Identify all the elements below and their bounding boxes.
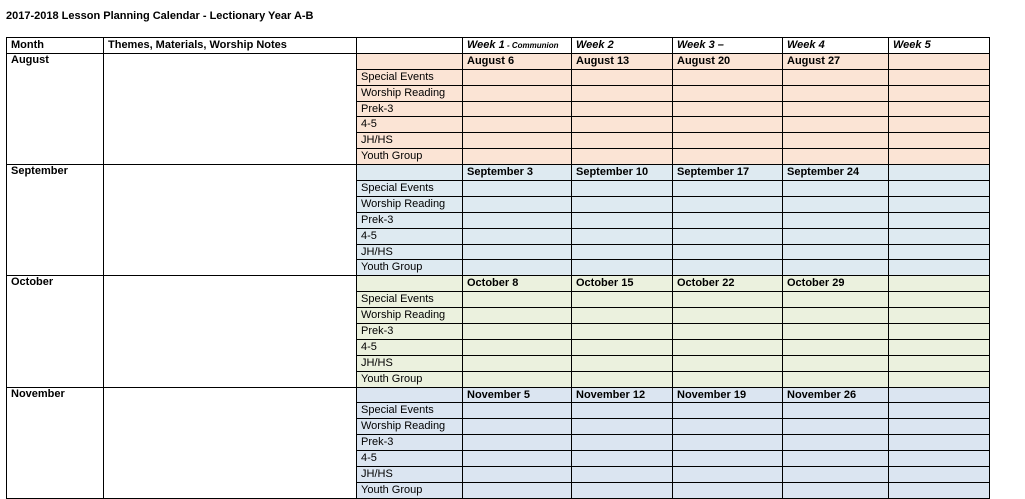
- row-label: 4-5: [357, 451, 463, 467]
- plan-cell[interactable]: [673, 435, 783, 451]
- plan-cell[interactable]: [783, 260, 889, 276]
- row-label: JH/HS: [357, 355, 463, 371]
- plan-cell[interactable]: [673, 149, 783, 165]
- plan-cell[interactable]: [889, 339, 990, 355]
- month-name: September: [7, 165, 104, 276]
- plan-cell[interactable]: [463, 308, 572, 324]
- plan-cell[interactable]: [673, 101, 783, 117]
- plan-cell[interactable]: [673, 212, 783, 228]
- week-date-cell: November 26: [783, 387, 889, 403]
- week-1-note: - Communion: [504, 40, 559, 50]
- plan-cell[interactable]: [572, 260, 673, 276]
- plan-cell[interactable]: [889, 292, 990, 308]
- plan-cell[interactable]: [572, 244, 673, 260]
- plan-cell[interactable]: [783, 85, 889, 101]
- plan-cell[interactable]: [889, 371, 990, 387]
- plan-cell[interactable]: [783, 149, 889, 165]
- plan-cell[interactable]: [673, 85, 783, 101]
- week-date-cell: November 12: [572, 387, 673, 403]
- plan-cell[interactable]: [673, 482, 783, 498]
- row-label: 4-5: [357, 228, 463, 244]
- plan-cell[interactable]: [673, 292, 783, 308]
- plan-cell[interactable]: [572, 196, 673, 212]
- calendar-table: [6, 37, 990, 499]
- plan-cell[interactable]: [889, 212, 990, 228]
- themes-notes-cell[interactable]: [104, 387, 357, 498]
- plan-cell[interactable]: [673, 339, 783, 355]
- plan-cell[interactable]: [673, 371, 783, 387]
- plan-cell[interactable]: [783, 339, 889, 355]
- plan-cell[interactable]: [889, 69, 990, 85]
- week-date-cell: October 22: [673, 276, 783, 292]
- plan-cell[interactable]: [463, 149, 572, 165]
- plan-cell[interactable]: [783, 101, 889, 117]
- plan-cell[interactable]: [889, 451, 990, 467]
- themes-notes-cell[interactable]: [104, 53, 357, 164]
- plan-cell[interactable]: [463, 133, 572, 149]
- plan-cell[interactable]: [572, 419, 673, 435]
- plan-cell[interactable]: [783, 228, 889, 244]
- header-week-1: [463, 38, 572, 54]
- row-label: Special Events: [357, 181, 463, 197]
- week-date-cell: October 15: [572, 276, 673, 292]
- plan-cell[interactable]: [783, 403, 889, 419]
- page-title: 2017-2018 Lesson Planning Calendar - Lectionary Year A-B: [6, 10, 314, 22]
- plan-cell[interactable]: [889, 149, 990, 165]
- row-label: 4-5: [357, 117, 463, 133]
- plan-cell[interactable]: [463, 85, 572, 101]
- header-week-5: [889, 38, 990, 54]
- plan-cell[interactable]: [572, 85, 673, 101]
- plan-cell[interactable]: [783, 212, 889, 228]
- plan-cell[interactable]: [463, 467, 572, 483]
- plan-cell[interactable]: [463, 69, 572, 85]
- row-label: Special Events: [357, 403, 463, 419]
- plan-cell[interactable]: [889, 435, 990, 451]
- week-date-cell: [889, 276, 990, 292]
- row-label: Youth Group: [357, 149, 463, 165]
- plan-cell[interactable]: [783, 308, 889, 324]
- plan-cell[interactable]: [463, 324, 572, 340]
- week-date-cell: [889, 53, 990, 69]
- november-dates-row: [7, 387, 990, 403]
- plan-cell[interactable]: [889, 101, 990, 117]
- label-cell: [357, 165, 463, 181]
- week-date-cell: August 13: [572, 53, 673, 69]
- plan-cell[interactable]: [572, 117, 673, 133]
- row-label: Worship Reading: [357, 308, 463, 324]
- plan-cell[interactable]: [673, 308, 783, 324]
- plan-cell[interactable]: [783, 133, 889, 149]
- plan-cell[interactable]: [889, 260, 990, 276]
- plan-cell[interactable]: [783, 244, 889, 260]
- header-week-2: [572, 38, 673, 54]
- plan-cell[interactable]: [463, 292, 572, 308]
- label-cell: [357, 53, 463, 69]
- header-themes: Themes, Materials, Worship Notes: [104, 38, 357, 54]
- header-week-4: [783, 38, 889, 54]
- row-label: Special Events: [357, 69, 463, 85]
- week-date-cell: September 3: [463, 165, 572, 181]
- plan-cell[interactable]: [783, 355, 889, 371]
- week-date-cell: October 8: [463, 276, 572, 292]
- week-3-label: Week 3 –: [677, 38, 724, 51]
- plan-cell[interactable]: [673, 244, 783, 260]
- plan-cell[interactable]: [463, 228, 572, 244]
- plan-cell[interactable]: [673, 228, 783, 244]
- plan-cell[interactable]: [463, 212, 572, 228]
- plan-cell[interactable]: [463, 403, 572, 419]
- plan-cell[interactable]: [783, 467, 889, 483]
- plan-cell[interactable]: [889, 482, 990, 498]
- plan-cell[interactable]: [572, 181, 673, 197]
- plan-cell[interactable]: [673, 324, 783, 340]
- plan-cell[interactable]: [463, 244, 572, 260]
- row-label: Youth Group: [357, 482, 463, 498]
- themes-notes-cell[interactable]: [104, 165, 357, 276]
- row-label: Prek-3: [357, 101, 463, 117]
- month-name: August: [7, 53, 104, 164]
- plan-cell[interactable]: [889, 403, 990, 419]
- plan-cell[interactable]: [889, 228, 990, 244]
- week-date-cell: September 10: [572, 165, 673, 181]
- plan-cell[interactable]: [572, 228, 673, 244]
- row-label: Youth Group: [357, 260, 463, 276]
- plan-cell[interactable]: [572, 403, 673, 419]
- plan-cell[interactable]: [673, 355, 783, 371]
- plan-cell[interactable]: [889, 181, 990, 197]
- row-label: Worship Reading: [357, 196, 463, 212]
- plan-cell[interactable]: [889, 419, 990, 435]
- plan-cell[interactable]: [463, 355, 572, 371]
- plan-cell[interactable]: [783, 324, 889, 340]
- week-date-cell: October 29: [783, 276, 889, 292]
- week-2-label: Week 2: [576, 38, 614, 51]
- plan-cell[interactable]: [463, 482, 572, 498]
- week-date-cell: August 6: [463, 53, 572, 69]
- plan-cell[interactable]: [673, 133, 783, 149]
- plan-cell[interactable]: [673, 196, 783, 212]
- month-name: November: [7, 387, 104, 498]
- plan-cell[interactable]: [673, 419, 783, 435]
- week-1-label: Week 1: [467, 38, 505, 51]
- plan-cell[interactable]: [572, 339, 673, 355]
- plan-cell[interactable]: [572, 482, 673, 498]
- plan-cell[interactable]: [572, 371, 673, 387]
- plan-cell[interactable]: [783, 451, 889, 467]
- plan-cell[interactable]: [572, 324, 673, 340]
- october-dates-row: [7, 276, 990, 292]
- plan-cell[interactable]: [783, 117, 889, 133]
- week-date-cell: November 5: [463, 387, 572, 403]
- plan-cell[interactable]: [673, 403, 783, 419]
- plan-cell[interactable]: [572, 451, 673, 467]
- plan-cell[interactable]: [572, 212, 673, 228]
- plan-cell[interactable]: [889, 324, 990, 340]
- plan-cell[interactable]: [572, 69, 673, 85]
- plan-cell[interactable]: [673, 117, 783, 133]
- plan-cell[interactable]: [463, 101, 572, 117]
- plan-cell[interactable]: [783, 419, 889, 435]
- month-name: October: [7, 276, 104, 387]
- week-date-cell: [889, 165, 990, 181]
- plan-cell[interactable]: [889, 308, 990, 324]
- plan-cell[interactable]: [463, 371, 572, 387]
- week-date-cell: September 24: [783, 165, 889, 181]
- plan-cell[interactable]: [783, 181, 889, 197]
- plan-cell[interactable]: [889, 117, 990, 133]
- week-date-cell: August 27: [783, 53, 889, 69]
- row-label: Youth Group: [357, 371, 463, 387]
- august-dates-row: [7, 53, 990, 69]
- row-label: Prek-3: [357, 435, 463, 451]
- plan-cell[interactable]: [889, 244, 990, 260]
- plan-cell[interactable]: [783, 292, 889, 308]
- week-date-cell: [889, 387, 990, 403]
- plan-cell[interactable]: [783, 196, 889, 212]
- row-label: Prek-3: [357, 212, 463, 228]
- plan-cell[interactable]: [463, 435, 572, 451]
- plan-cell[interactable]: [572, 149, 673, 165]
- plan-cell[interactable]: [572, 133, 673, 149]
- september-dates-row: [7, 165, 990, 181]
- row-label: JH/HS: [357, 244, 463, 260]
- plan-cell[interactable]: [673, 260, 783, 276]
- row-label: Special Events: [357, 292, 463, 308]
- plan-cell[interactable]: [673, 69, 783, 85]
- plan-cell[interactable]: [889, 196, 990, 212]
- plan-cell[interactable]: [572, 292, 673, 308]
- plan-cell[interactable]: [572, 355, 673, 371]
- row-label: Prek-3: [357, 324, 463, 340]
- week-4-label: Week 4: [787, 38, 825, 51]
- plan-cell[interactable]: [783, 482, 889, 498]
- plan-cell[interactable]: [572, 467, 673, 483]
- plan-cell[interactable]: [783, 371, 889, 387]
- plan-cell[interactable]: [572, 435, 673, 451]
- plan-cell[interactable]: [463, 117, 572, 133]
- row-label: JH/HS: [357, 133, 463, 149]
- plan-cell[interactable]: [889, 467, 990, 483]
- plan-cell[interactable]: [572, 101, 673, 117]
- week-date-cell: August 20: [673, 53, 783, 69]
- row-label: Worship Reading: [357, 419, 463, 435]
- plan-cell[interactable]: [889, 355, 990, 371]
- plan-cell[interactable]: [463, 181, 572, 197]
- header-labels: [357, 38, 463, 54]
- week-date-cell: September 17: [673, 165, 783, 181]
- plan-cell[interactable]: [673, 467, 783, 483]
- row-label: 4-5: [357, 339, 463, 355]
- plan-cell[interactable]: [889, 133, 990, 149]
- row-label: JH/HS: [357, 467, 463, 483]
- plan-cell[interactable]: [783, 435, 889, 451]
- header-month: Month: [7, 38, 104, 54]
- label-cell: [357, 387, 463, 403]
- plan-cell[interactable]: [673, 181, 783, 197]
- header-week-3: [673, 38, 783, 54]
- plan-cell[interactable]: [572, 308, 673, 324]
- plan-cell[interactable]: [463, 451, 572, 467]
- plan-cell[interactable]: [463, 339, 572, 355]
- plan-cell[interactable]: [889, 85, 990, 101]
- plan-cell[interactable]: [673, 451, 783, 467]
- themes-notes-cell[interactable]: [104, 276, 357, 387]
- plan-cell[interactable]: [783, 69, 889, 85]
- plan-cell[interactable]: [463, 419, 572, 435]
- header-row: [7, 38, 990, 54]
- label-cell: [357, 276, 463, 292]
- plan-cell[interactable]: [463, 196, 572, 212]
- row-label: Worship Reading: [357, 85, 463, 101]
- plan-cell[interactable]: [463, 260, 572, 276]
- week-date-cell: November 19: [673, 387, 783, 403]
- week-5-label: Week 5: [893, 38, 931, 51]
